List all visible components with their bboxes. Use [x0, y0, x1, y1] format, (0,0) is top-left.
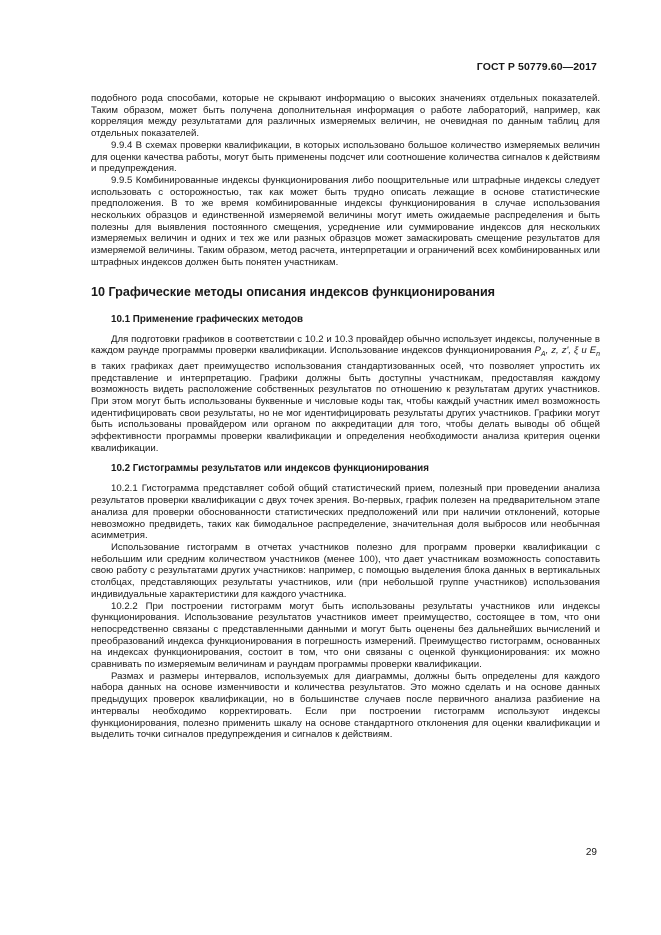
paragraph-continuation: подобного рода способами, которые не скрывают информацию о высоких значениях отдельных показателей. Таким образом, может быть получена дополнительная информация о работе лабораторий, например, как корреляция между результатами для различных измеряемых величин, не очевидная по данным таблиц для отдельных показателей. [91, 93, 600, 140]
paragraph-intervals: Размах и размеры интервалов, используемых для диаграммы, должны быть определены для каждого набора данных на основе изменчивости и количества результатов. Это можно сделать и на основе данных предыдущих проверок квалификации, но в большинстве случаев после первичного анализа разбиение на интервалы необходимо корректировать. Если при построении гистограмм используют индексы функционирования, полезно применить шкалу на основе стандартного отклонения для оценки квалификации и выделить точки сигналов предупреждения и сигналов к действиям. [91, 670, 600, 741]
paragraph-10-2-1: 10.2.1 Гистограмма представляет собой общий статистический прием, полезный при проведении анализа результатов проверки квалификации с двух точек зрения. Во-первых, график полезен на предварительном этапе анализа для проверки обоснованности статистических предположений или при наличии отклонений, которые невозможно предвидеть, таких как бимодальное распределение, значительная доля выбросов или необычная асимметрия. [91, 483, 600, 542]
paragraph-10-2-2: 10.2.2 При построении гистограмм могут быть использованы результаты участников или индексы функционирования. Использование результатов участников имеет преимущество, состоящее в том, что они непосредственно связаны с представленными данными и могут быть оценены без дальнейших вычислений и преобразований индекса функционирования в погрешность измерений. Преимущество гистограмм, основанных на индексах функционирования, состоит в том, что они связаны с оценкой функционирования: их можно сравнивать по измеряемым величинам и раундам программы проверки квалификации. [91, 600, 600, 671]
paragraph-10-1 [91, 334, 600, 455]
subsection-10-1-heading: 10.1 Применение графических методов [111, 313, 303, 325]
text-run-symbols: , z, z', ξ и [545, 345, 590, 357]
symbol-en [589, 345, 600, 359]
symbol-subscript-n: n [596, 351, 600, 359]
symbol-subscript-a: A [540, 351, 546, 359]
symbol-e: E [589, 345, 597, 357]
paragraph-9-9-4: 9.9.4 В схемах проверки квалификации, в которых использовано большое количество измеряемых величин для оценки качества работы, могут быть применены подсчет или соотношение количества сигналов к действиям и предупреждения. [91, 139, 600, 175]
paragraph-9-9-5: 9.9.5 Комбинированные индексы функционирования либо поощрительные или штрафные индексы следует использовать с осторожностью, так как может быть трудно описать лежащие в основе статистические предположения. В то же время комбинированные индексы функционирования в случае использования нескольких образцов и единственной измеряемой величины могут иметь ожидаемые распределения и быть полезны для выявления постоянного смещения, усреднение или суммирование индексов для нескольких измеряемых величин и одних и тех же или разных образцов может замаскировать смещение результатов для измеряемой величины. Таким образом, метод расчета, интерпретации и ограничений всех комбинированных или штрафных индексов должен быть понятен участникам. [91, 174, 600, 268]
page-number: 29 [585, 847, 597, 858]
page-content [91, 93, 600, 741]
standard-header: ГОСТ Р 50779.60—2017 [476, 61, 597, 73]
section-10-heading: 10 Графические методы описания индексов функционирования [91, 284, 496, 299]
text-run: в таких графиках дает преимущество использования стандартизованных осей, что позволяет упростить их представление и интерпретацию. Графики должны быть доступны участникам, предоставляя каждому возможность видеть расположение собственных результатов по отношению к результатам других участников. При этом могут быть использованы буквенные и числовые коды так, чтобы каждый участник имел возможность идентифицировать свои результаты, но не мог идентифицировать результаты других участников. Графики могут быть использованы провайдером или органом по аккредитации для того, чтобы делать выводы об общей эффективности программы проверки квалификации и определения необходимости анализа критерия оценки квалификации. [91, 360, 600, 454]
symbol-p: P [534, 345, 541, 357]
text-run: Для подготовки графиков в соответствии с 10.2 и 10.3 провайдер обычно использует индексы, полученные в каждом раунде программы проверки квалификации. Использование индексов функционирования [91, 333, 600, 357]
symbol-pa [534, 345, 546, 359]
subsection-10-2-heading: 10.2 Гистограммы результатов или индексов функционирования [111, 463, 429, 475]
paragraph-histogram-use: Использование гистограмм в отчетах участников полезно для программ проверки квалификации с небольшим или средним количеством участников (менее 100), что дает участникам возможность сопоставить свою работу с результатами других участников: например, с помощью выделения блока данных в вертикальных столбцах, представляющих результаты участников, или (при небольшой группе участников) использования индивидуальные характеристики для каждого участника. [91, 542, 600, 600]
spacer [91, 454, 600, 463]
